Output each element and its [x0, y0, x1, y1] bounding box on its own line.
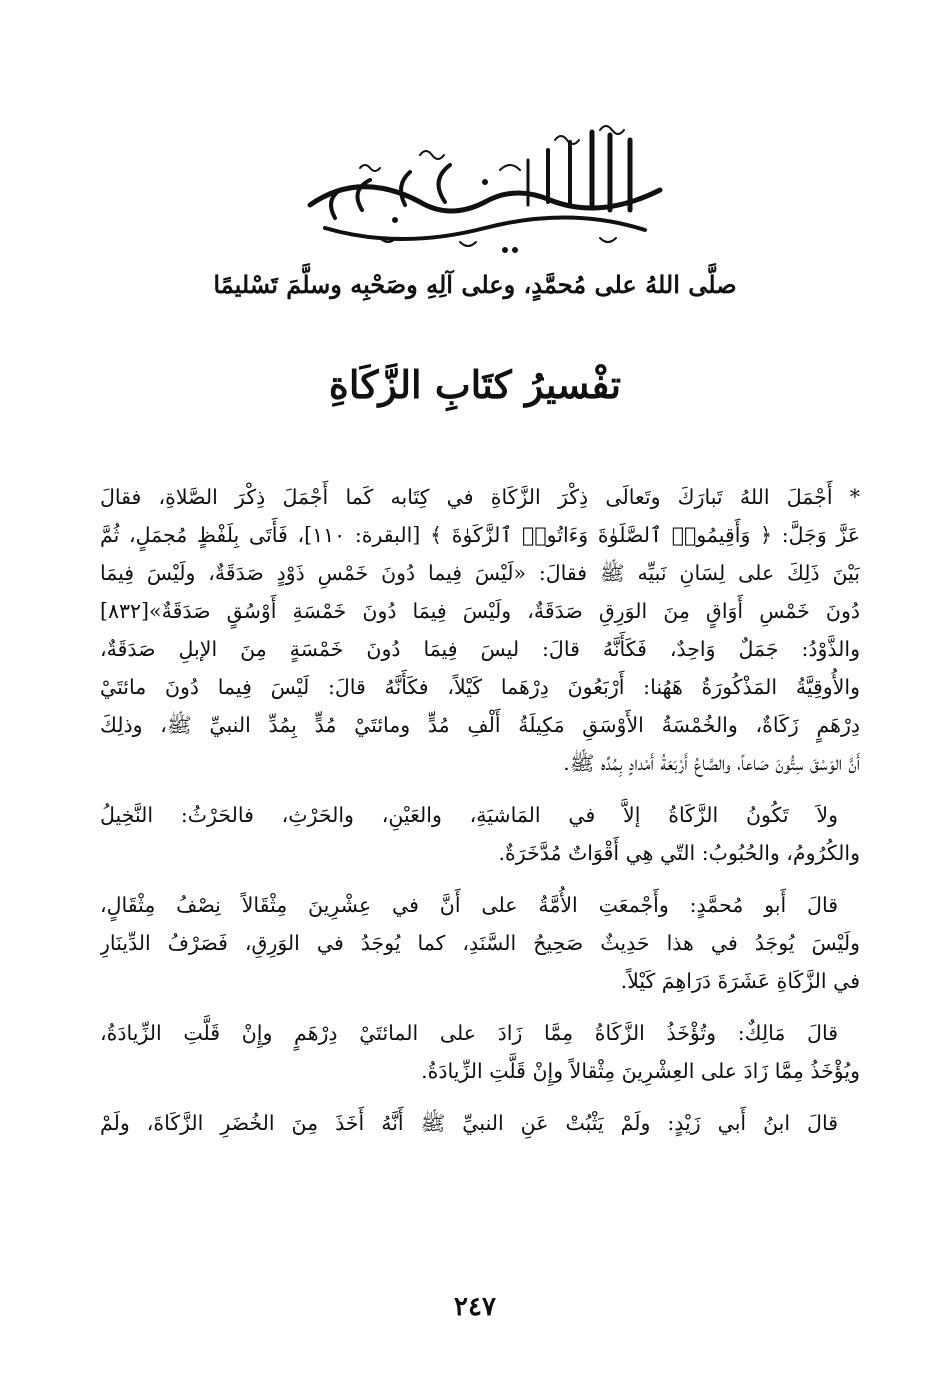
text-line: ويُؤْخَذُ مِمَّا زَادَ على العِشْرِينَ مِثْقالاً وإِنْ قَلَّتِ الزِّيادَةُ.	[421, 1059, 860, 1083]
paragraph-2	[100, 796, 860, 872]
chapter-title: تفْسيرُ كتَابِ الزَّكَاةِ	[328, 362, 622, 407]
text-line: قالَ ابنُ أَبي زَيْدٍ: ولَمْ يَثْبُتْ عَنِ النبيِّ ﷺ أَنَّهُ أَخَذَ مِنَ الخُضَرِ الزَّكَاةَ، ولَمْ	[100, 1111, 838, 1135]
text-line: والذَّوْدُ: جَمَلٌ وَاحِدٌ، فَكَأَنَّهُ قالَ: ليسَ فِيمَا دُونَ خَمْسَةٍ مِنَ الإبلِ صَدَقَةٌ،	[100, 637, 860, 661]
paragraph-5	[100, 1104, 860, 1142]
paragraph-1	[100, 478, 860, 782]
basmala-calligraphy-drawing	[300, 110, 670, 260]
text-line: دِرْهَمٍ زَكَاةٌ، والخُمْسَةُ الأَوْسَقِ مَكِيلَةُ أَلْفِ مُدٍّ ومائتَيْ مُدٍّ بِمُدِّ النبيِّ ﷺ، وذلِكَ	[100, 713, 860, 737]
text-line: ولاَ تَكُونُ الزَّكَاةُ إلاَّ في المَاشيَةِ، والعَيْنِ، والحَرْثِ، فالحَرْثُ: النَّخِيلُ	[100, 803, 838, 827]
paragraph-4	[100, 1014, 860, 1090]
text-line: ولَيْسَ يُوجَدُ في هذا حَدِيثٌ صَحِيحُ السَّنَدِ، كما يُوجَدُ في الوَرِقِ، فَصَرْفُ الدِّينَارِ	[100, 931, 860, 955]
basmala-calligraphy	[300, 110, 670, 260]
body-text	[100, 478, 860, 1156]
text-line: قالَ أَبو مُحمَّدٍ: وأَجْمعَتِ الأُمَّةُ على أَنَّ في عِشْرِينَ مِثْقَالاً نِصْفُ مِثْقَالٍ،	[100, 893, 838, 917]
text-line: أَنَّ الوَسْقَ سِتُّونَ صَاعاً، والصَّاعُ أَرْبَعَةُ أَمْدادٍ بِمُدِّه ﷺ.	[563, 751, 860, 775]
text-line: بَيْنَ ذَلِكَ على لِسَانِ نَبيِّه ﷺ فقالَ: «لَيْسَ فِيما دُونَ خَمْسِ ذَوْدٍ صَدَقَةٌ، ولَيْسَ فِيمَا	[100, 561, 860, 585]
page-number: ٢٤٧	[454, 1292, 496, 1322]
text-line: في الزَّكَاةِ عَشَرَةَ دَرَاهِمَ كَيْلاً.	[620, 969, 860, 993]
text-line: والأُوقِيَّةُ المَذْكُورَةُ هَهُنا: أَرْبَعُونَ دِرْهَما كَيْلاً، فكَأَنَّهُ قالَ: لَيْسَ فِيما دُونَ مائتَيْ	[100, 675, 860, 699]
text-line: دُونَ خَمْسِ أَوَاقٍ مِنَ الوَرِقِ صَدَقَةٌ، ولَيْسَ فِيمَا دُونَ خَمْسَةِ أَوْسُقٍ صَدَقَةٌ»[٨٣٢]	[100, 599, 860, 623]
paragraph-3	[100, 886, 860, 1000]
text-line: قالَ مَالِكٌ: وتُؤْخَذُ الزَّكَاةُ مِمَّا زَادَ على المائتَيْ دِرْهَمٍ وإِنْ قَلَّتِ الزِّيادَةُ،	[100, 1021, 838, 1045]
text-line: * أَجْمَلَ اللهُ تَبارَكَ وتَعالَى ذِكْرَ الزَّكَاةِ في كِتَابه كَما أَجْمَلَ ذِكْرَ الصَّلاةِ، فقالَ	[100, 485, 860, 509]
text-line: والكُرُومُ، والحُبُوبُ: التّي هِي أَقْوَاتٌ مُدَّخَرَةٌ.	[498, 841, 860, 865]
text-line: عَزَّ وَجَلَّ: ﴿ وَأَقِيمُوا۟ ٱلصَّلَوٰةَ وَءَاتُوا۟ ٱلزَّكَوٰةَ ﴾ [البقرة: ١١٠]، فَأَتَى بِلَفْظٍ مُجمَلٍ، ثُمَّ	[100, 523, 860, 547]
salutation-line: صلَّى اللهُ على مُحمَّدٍ، وعلى آلِهِ وصَحْبِه وسلَّمَ تَسْليمًا	[213, 270, 737, 299]
